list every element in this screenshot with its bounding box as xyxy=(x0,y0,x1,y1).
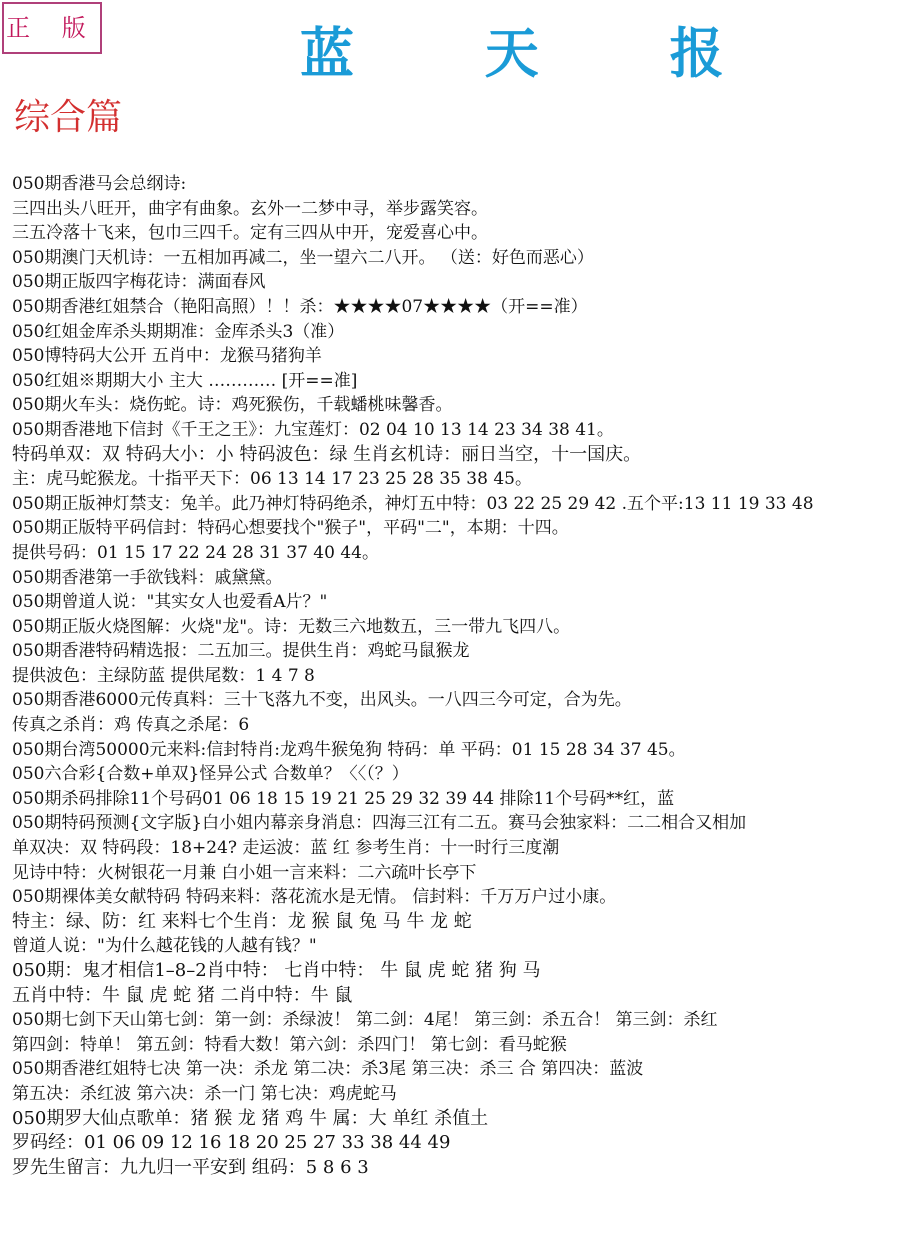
text-line: 050期香港特码精选报：二五加三。提供生肖：鸡蛇马鼠猴龙 xyxy=(12,641,470,662)
text-line: 050期香港红姐特七决 第一决：杀龙 第二决：杀3尾 第三决：杀三 合 第四决：蓝波 xyxy=(12,1059,644,1080)
text-line: 第五决：杀红波 第六决：杀一门 第七决：鸡虎蛇马 xyxy=(12,1083,397,1104)
text-line: 050期正版火烧图解：火烧"龙"。诗：无数三六地数五，三一带九飞四八。 xyxy=(12,616,571,637)
text-line: 050期裸体美女献特码 特码来料：落花流水是无情。 信封料：千万万户过小康。 xyxy=(12,887,617,908)
text-line: 特主：绿、防：红 来料七个生肖：龙 猴 鼠 兔 马 牛 龙 蛇 xyxy=(12,910,472,932)
text-line: 050期澳门天机诗：一五相加再减二，坐一望六二八开。 （送：好色而恶心） xyxy=(12,247,594,268)
text-line: 050期七剑下天山第七剑：第一剑：杀绿波！ 第二剑：4尾！ 第三剑：杀五合！ 第三剑：杀红 xyxy=(12,1010,718,1031)
text-line: 主：虎马蛇猴龙。十指平天下：06 13 14 17 23 25 28 35 38 45。 xyxy=(12,469,532,490)
text-line: 050博特码大公开 五肖中：龙猴马猪狗羊 xyxy=(12,346,322,367)
text-line: 罗先生留言：九九归一平安到 组码：5 8 6 3 xyxy=(12,1156,369,1178)
text-line: 050红姐※期期大小 主大 ………… [开==准] xyxy=(12,370,358,391)
text-line: 050期特码预测{文字版}白小姐内幕亲身消息：四海三江有二五。赛马会独家料：二二相合又相加 xyxy=(12,813,747,834)
text-line: 三四出头八旺开，曲字有曲象。玄外一二梦中寻，举步露笑容。 xyxy=(12,198,488,219)
text-line: 050期台湾50000元来料:信封特肖:龙鸡牛猴兔狗 特码：单 平码：01 15 28 34 37 45。 xyxy=(12,739,686,760)
text-line: 050期曾道人说："其实女人也爱看A片？" xyxy=(12,592,328,613)
text-line: 传真之杀肖：鸡 传真之杀尾：6 xyxy=(12,715,250,736)
text-line: 050期香港6000元传真料：三十飞落九不变，出风头。一八四三今可定，合为先。 xyxy=(12,690,632,711)
text-line: 050期香港地下信封《千王之王》：九宝莲灯：02 04 10 13 14 23 34 38 41。 xyxy=(12,419,614,440)
text-line: 050期香港马会总纲诗: xyxy=(12,174,187,194)
text-line: 050期正版神灯禁支：兔羊。此乃神灯特码绝杀，神灯五中特：03 22 25 29 42 .五个平:13 11 19 33 48 xyxy=(12,493,814,514)
text-line: 提供号码：01 15 17 22 24 28 31 37 40 44。 xyxy=(12,542,379,563)
text-line: 050期杀码排除11个号码01 06 18 15 19 21 25 29 32 39 44 排除11个号码**红，蓝 xyxy=(12,788,675,809)
newspaper-title: 蓝 天 报 xyxy=(300,21,780,85)
text-line: 050期正版四字梅花诗：满面春风 xyxy=(12,272,266,293)
text-line: 050期香港红姐禁合（艳阳高照）！！杀：★★★★07★★★★（开==准） xyxy=(12,296,588,317)
text-line: 特码单双：双 特码大小：小 特码波色：绿 生肖玄机诗：丽日当空，十一国庆。 xyxy=(12,443,642,465)
edition-badge: 正 版 xyxy=(2,2,102,54)
text-line: 050期正版特平码信封：特码心想要找个"猴子"，平码"二"，本期：十四。 xyxy=(12,518,569,539)
section-heading: 综合篇 xyxy=(14,97,123,138)
text-line: 提供波色：主绿防蓝 提供尾数：1 4 7 8 xyxy=(12,665,315,686)
text-line: 见诗中特：火树银花一月兼 白小姐一言来料：二六疏叶长亭下 xyxy=(12,862,477,883)
content-body xyxy=(12,172,897,1180)
text-line: 三五冷落十飞来，包巾三四千。定有三四从中开，宠爱喜心中。 xyxy=(12,223,488,244)
text-line: 050期香港第一手欲钱料：戚黛黛。 xyxy=(12,567,283,588)
text-line: 罗码经：01 06 09 12 16 18 20 25 27 33 38 44 49 xyxy=(12,1132,451,1154)
text-line: 050红姐金库杀头期期准：金库杀头3（准） xyxy=(12,321,345,342)
text-line: 第四剑：特单！ 第五剑：特看大数！第六剑：杀四门！ 第七剑：看马蛇猴 xyxy=(12,1034,567,1055)
text-line: 050期罗大仙点歌单：猪 猴 龙 猪 鸡 牛 属：大 单红 杀值土 xyxy=(12,1107,489,1129)
text-line: 曾道人说："为什么越花钱的人越有钱？" xyxy=(12,936,317,957)
text-line: 五肖中特：牛 鼠 虎 蛇 猪 二肖中特：牛 鼠 xyxy=(12,984,353,1006)
text-line: 单双决：双 特码段：18+24? 走运波：蓝 红 参考生肖：十一时行三度潮 xyxy=(12,838,560,859)
text-line: 050六合彩{合数+单双}怪异公式 合数单？〈〈（？） xyxy=(12,764,409,785)
text-line: 050期火车头：烧伤蛇。诗：鸡死猴伤，千载蟠桃味馨香。 xyxy=(12,395,453,416)
text-line: 050期：鬼才相信1–8–2肖中特： 七肖中特： 牛 鼠 虎 蛇 猪 狗 马 xyxy=(12,960,541,981)
